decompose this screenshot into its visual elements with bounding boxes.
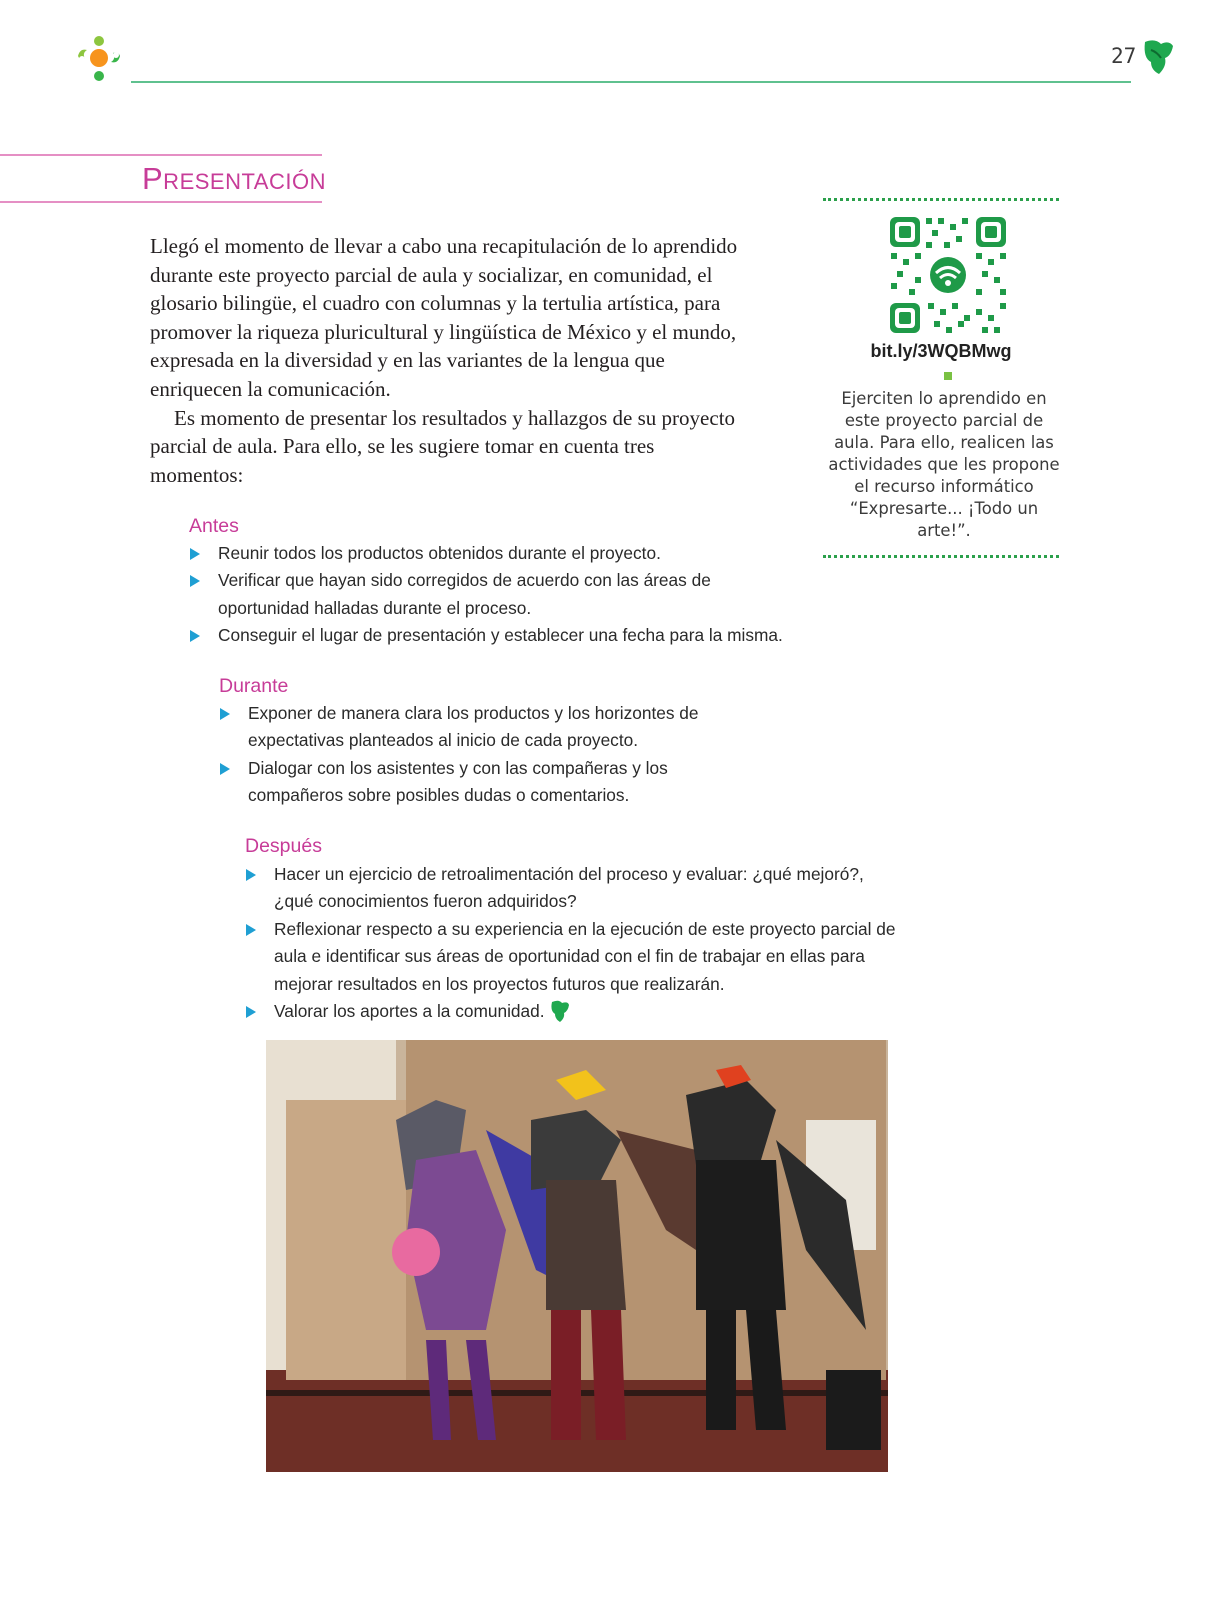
students-costume-photo bbox=[266, 1040, 888, 1472]
moment-title-antes: Antes bbox=[189, 515, 239, 537]
bullet-arrow-icon bbox=[246, 1006, 256, 1018]
bullet-arrow-icon bbox=[220, 763, 230, 775]
bullet-arrow-icon bbox=[246, 924, 256, 936]
list-item: Reflexionar respecto a su experiencia en la ejecución de este proyecto parcial de aula e identificar sus áreas de oportunidad con el fin de trabajar en ellas para mejorar resultados en los proyectos futuros que realizarán. bbox=[246, 916, 896, 998]
moment-title-despues: Después bbox=[245, 835, 322, 857]
list-item: Hacer un ejercicio de retroalimentación del proceso y evaluar: ¿qué mejoró?, ¿qué conocimientos fueron adquiridos? bbox=[246, 861, 896, 916]
intro-paragraph-2: Es momento de presentar los resultados y hallazgos de su proyecto parcial de aula. Para ello, se les sugiere tomar en cuenta tres momentos: bbox=[150, 405, 736, 487]
list-item: Reunir todos los productos obtenidos durante el proyecto. bbox=[190, 540, 800, 567]
despues-list bbox=[246, 861, 896, 1025]
bullet-arrow-icon bbox=[190, 575, 200, 587]
intro-paragraph-1: Llegó el momento de llevar a cabo una recapitulación de lo aprendido durante este proyecto parcial de aula y socializar, en comunidad, el glosario bilingüe, el cuadro con columnas y la tertulia artística, para promover la riqueza pluricultural y lingüística de México y el mundo, expresada en la diversidad y en las variantes de la lengua que enriquecen la comunicación. bbox=[150, 234, 738, 401]
moment-title-durante: Durante bbox=[219, 675, 289, 697]
leaf-corner-icon bbox=[1141, 38, 1175, 76]
bullet-arrow-icon bbox=[190, 630, 200, 642]
intro-text bbox=[150, 232, 750, 489]
page-number: 27 bbox=[1111, 44, 1137, 68]
sidebar-rule-bottom bbox=[823, 555, 1059, 558]
sidebar-rule-top bbox=[823, 198, 1059, 201]
sidebar-text: Ejerciten lo aprendido en este proyecto parcial de aula. Para ello, realicen las actividades que les propone el recurso informático “Expresarte... ¡Todo un arte!”. bbox=[828, 389, 1060, 540]
flower-logo-icon bbox=[72, 32, 126, 86]
qr-code-icon[interactable] bbox=[888, 215, 1008, 335]
durante-list bbox=[220, 700, 720, 810]
section-rule-top bbox=[0, 154, 322, 156]
leaf-end-icon bbox=[549, 999, 571, 1023]
section-rule-bottom bbox=[0, 201, 322, 203]
qr-link[interactable]: bit.ly/3WQBMwg bbox=[870, 341, 1012, 361]
list-item: Verificar que hayan sido corregidos de acuerdo con las áreas de oportunidad halladas durante el proceso. bbox=[190, 567, 800, 622]
list-item: Valorar los aportes a la comunidad. bbox=[246, 998, 896, 1025]
section-title: Presentación bbox=[142, 161, 326, 196]
bullet-arrow-icon bbox=[220, 708, 230, 720]
bullet-arrow-icon bbox=[190, 548, 200, 560]
list-item: Conseguir el lugar de presentación y establecer una fecha para la misma. bbox=[190, 622, 800, 649]
header-rule bbox=[131, 81, 1131, 83]
bullet-arrow-icon bbox=[246, 869, 256, 881]
list-item: Exponer de manera clara los productos y los horizontes de expectativas planteados al inicio de cada proyecto. bbox=[220, 700, 720, 755]
list-item: Dialogar con los asistentes y con las compañeras y los compañeros sobre posibles dudas o comentarios. bbox=[220, 755, 720, 810]
antes-list bbox=[190, 540, 800, 650]
separator-dot bbox=[944, 372, 952, 380]
